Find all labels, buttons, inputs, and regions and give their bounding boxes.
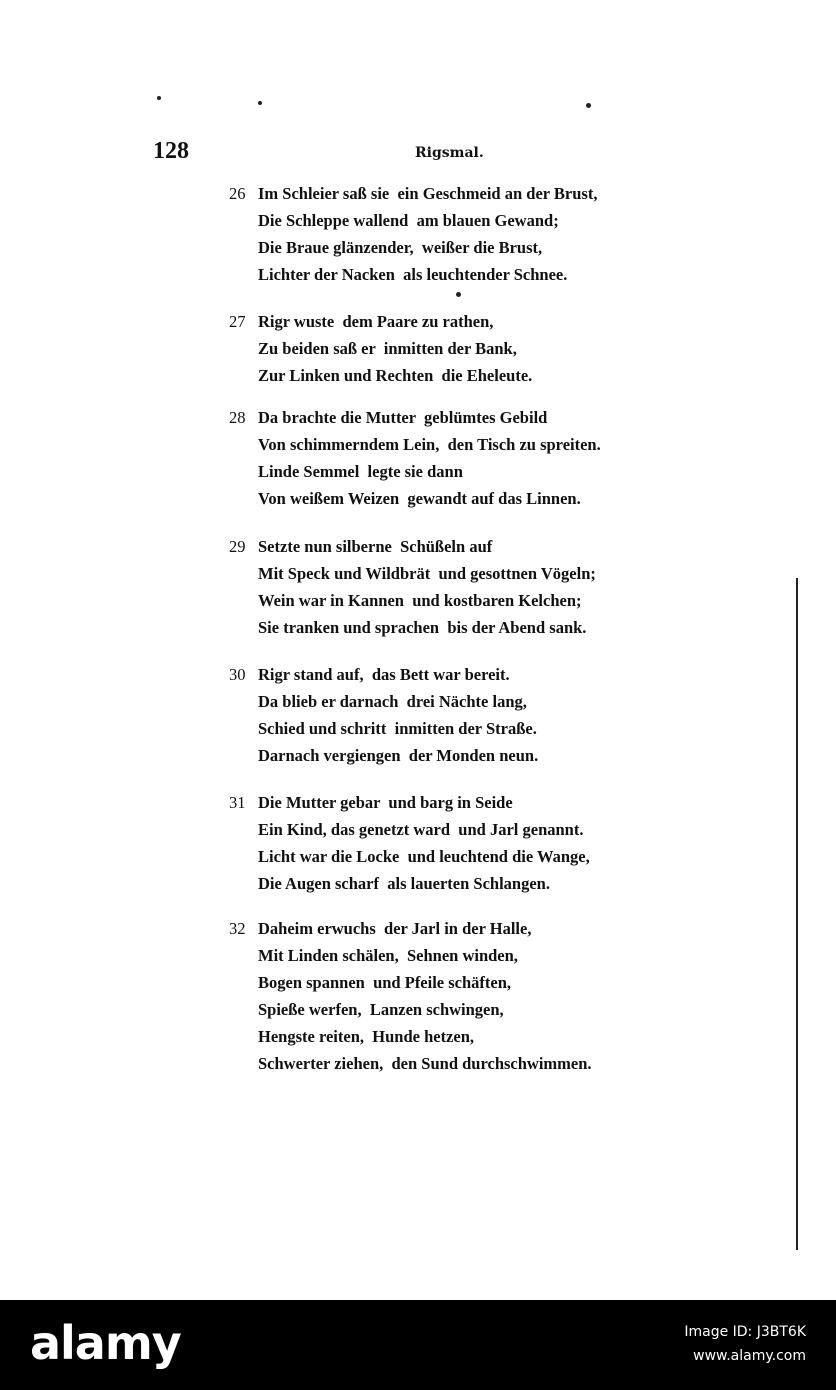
- margin-rule: [796, 578, 798, 1250]
- verse-text: Hengste reiten, Hunde hetzen,: [258, 1027, 475, 1046]
- verse-line: [229, 742, 538, 769]
- stanza-number: 31: [229, 793, 246, 812]
- verse-text: Sie tranken und sprachen bis der Abend sank.: [258, 618, 587, 637]
- verse-text: Zu beiden saß er inmitten der Bank,: [258, 339, 517, 358]
- verse-line: [229, 1023, 592, 1050]
- stanza-number: 28: [229, 408, 246, 427]
- stanza: [229, 661, 538, 769]
- verse-line: [229, 870, 590, 897]
- watermark-url: www.alamy.com: [693, 1348, 806, 1364]
- verse-line: [229, 843, 590, 870]
- scan-speck: [456, 292, 461, 297]
- verse-line: [229, 180, 597, 207]
- verse-line: [229, 789, 590, 816]
- verse-text: Die Mutter gebar und barg in Seide: [258, 793, 513, 812]
- verse-line: [229, 261, 597, 288]
- verse-line: [229, 308, 532, 335]
- stanza: [229, 180, 597, 288]
- verse-text: Im Schleier saß sie ein Geschmeid an der Brust,: [258, 184, 598, 203]
- verse-line: [229, 661, 538, 688]
- watermark-band: [0, 1300, 836, 1390]
- verse-text: Da brachte die Mutter geblümtes Gebild: [258, 408, 548, 427]
- page-number: 128: [153, 138, 189, 164]
- verse-line: [229, 688, 538, 715]
- verse-text: Mit Speck und Wildbrät und gesottnen Vögeln;: [258, 564, 596, 583]
- verse-line: [229, 560, 596, 587]
- verse-line: [229, 404, 601, 431]
- verse-text: Wein war in Kannen und kostbaren Kelchen;: [258, 591, 582, 610]
- verse-text: Rigr wuste dem Paare zu rathen,: [258, 312, 494, 331]
- scan-speck: [157, 96, 161, 100]
- stanza-number: 29: [229, 537, 246, 556]
- verse-text: Von weißem Weizen gewandt auf das Linnen.: [258, 489, 581, 508]
- verse-line: [229, 458, 601, 485]
- stanza: [229, 789, 590, 897]
- stanza: [229, 308, 532, 389]
- stanza: [229, 533, 596, 641]
- verse-text: Ein Kind, das genetzt ward und Jarl genannt.: [258, 820, 584, 839]
- verse-text: Lichter der Nacken als leuchtender Schnee.: [258, 265, 568, 284]
- alamy-logo: alamy: [30, 1316, 181, 1370]
- verse-line: [229, 587, 596, 614]
- verse-text: Da blieb er darnach drei Nächte lang,: [258, 692, 527, 711]
- scan-speck: [258, 101, 262, 105]
- verse-text: Licht war die Locke und leuchtend die Wange,: [258, 847, 590, 866]
- verse-line: [229, 996, 592, 1023]
- image-id: Image ID: J3BT6K: [684, 1324, 806, 1340]
- verse-line: [229, 915, 592, 942]
- verse-text: Setzte nun silberne Schüßeln auf: [258, 537, 493, 556]
- stanza-number: 32: [229, 919, 246, 938]
- running-head: Rigsmal.: [415, 145, 484, 161]
- verse-text: Mit Linden schälen, Sehnen winden,: [258, 946, 518, 965]
- stanza-number: 27: [229, 312, 246, 331]
- verse-line: [229, 614, 596, 641]
- verse-text: Die Augen scharf als lauerten Schlangen.: [258, 874, 550, 893]
- verse-line: [229, 969, 592, 996]
- verse-line: [229, 362, 532, 389]
- verse-text: Rigr stand auf, das Bett war bereit.: [258, 665, 510, 684]
- verse-line: [229, 485, 601, 512]
- verse-line: [229, 816, 590, 843]
- verse-line: [229, 1050, 592, 1077]
- verse-text: Die Schleppe wallend am blauen Gewand;: [258, 211, 559, 230]
- verse-text: Die Braue glänzender, weißer die Brust,: [258, 238, 543, 257]
- verse-line: [229, 431, 601, 458]
- verse-text: Daheim erwuchs der Jarl in der Halle,: [258, 919, 532, 938]
- scan-speck: [586, 103, 591, 108]
- verse-text: Linde Semmel legte sie dann: [258, 462, 463, 481]
- verse-text: Spieße werfen, Lanzen schwingen,: [258, 1000, 504, 1019]
- verse-line: [229, 533, 596, 560]
- verse-text: Von schimmerndem Lein, den Tisch zu spreiten.: [258, 435, 601, 454]
- verse-text: Zur Linken und Rechten die Eheleute.: [258, 366, 533, 385]
- stanza: [229, 404, 601, 512]
- stanza-number: 26: [229, 184, 246, 203]
- verse-line: [229, 207, 597, 234]
- stanza: [229, 915, 592, 1077]
- verse-line: [229, 715, 538, 742]
- verse-line: [229, 234, 597, 261]
- verse-text: Bogen spannen und Pfeile schäften,: [258, 973, 512, 992]
- verse-text: Schied und schritt inmitten der Straße.: [258, 719, 537, 738]
- verse-text: Darnach vergiengen der Monden neun.: [258, 746, 539, 765]
- verse-line: [229, 942, 592, 969]
- verse-line: [229, 335, 532, 362]
- verse-text: Schwerter ziehen, den Sund durchschwimmen.: [258, 1054, 592, 1073]
- stanza-number: 30: [229, 665, 246, 684]
